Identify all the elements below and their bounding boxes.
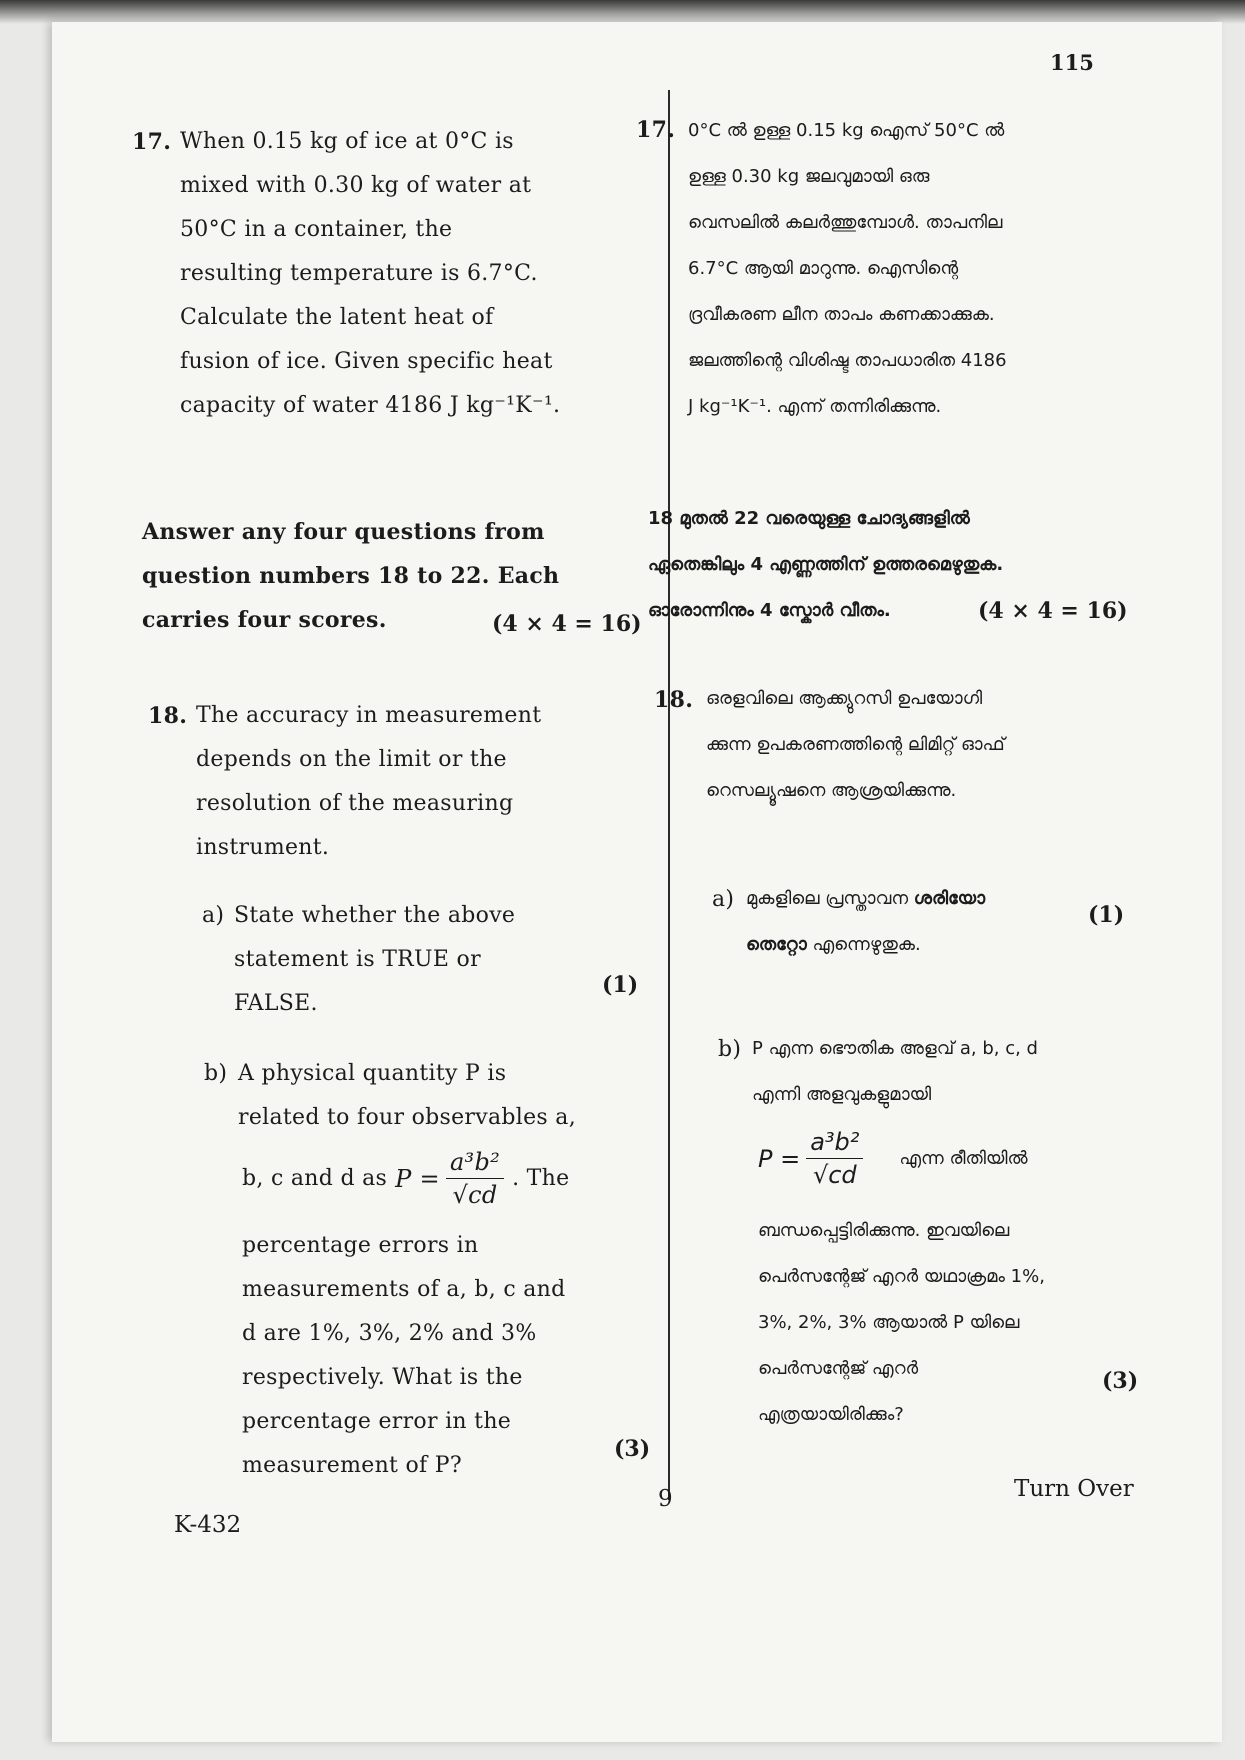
text-line: 0°C ൽ ഉള്ള 0.15 kg ഐസ് 50°C ൽ [688,120,1005,141]
formula-numerator: a³b² [446,1146,504,1179]
text-line: fusion of ice. Given specific heat [180,349,553,374]
text-line: related to four observables a, [238,1105,577,1130]
formula [758,1126,863,1191]
text-line: depends on the limit or the [196,747,507,772]
text-line: എന്നി അളവുകളുമായി [752,1084,932,1105]
malayalam-q18-text [706,676,1146,814]
text-line: question numbers 18 to 22. Each [142,563,560,589]
text-line: measurements of a, b, c and [242,1277,566,1302]
text-line: 50°C in a container, the [180,217,453,242]
english-instruction-marks: (4 × 4 = 16) [492,611,642,637]
english-q18a-marks: (1) [602,972,639,998]
malayalam-q18-number: 18. [654,687,694,713]
turn-over-note: Turn Over [1014,1476,1134,1502]
text-line: പെർസന്റേജ് എറർ [758,1358,919,1379]
text-line: Calculate the latent heat of [180,305,494,330]
english-q17-text [180,120,620,428]
malayalam-q18b-text-bottom [758,1208,1158,1438]
text-line: വെസലിൽ കലർത്തുമ്പോൾ. താപനില [688,212,1003,233]
paper-code: K-432 [174,1512,242,1538]
english-q18-number: 18. [148,703,188,729]
text-line: When 0.15 kg of ice at 0°C is [180,129,514,154]
text-line: The accuracy in measurement [196,703,542,728]
formula-lhs: P = [395,1164,440,1193]
text-line: ദ്രവീകരണ ലീന താപം കണക്കാക്കുക. [688,304,995,325]
text-line: respectively. What is the [242,1365,523,1390]
formula-denominator: √cd [452,1181,498,1209]
english-q18a-label: a) [202,903,225,928]
text-line: resulting temperature is 6.7°C. [180,261,538,286]
text-line: percentage error in the [242,1409,512,1434]
text-line: capacity of water 4186 J kg⁻¹K⁻¹. [180,393,561,418]
text-line: d are 1%, 3%, 2% and 3% [242,1321,537,1346]
english-q18b-text-bottom [242,1224,642,1488]
text-line: എത്രയായിരിക്കും? [758,1404,904,1425]
text-line: State whether the above [234,903,516,928]
formula-denominator: √cd [812,1161,857,1189]
text-line: J kg⁻¹K⁻¹. എന്ന് തന്നിരിക്കുന്നു. [688,396,942,417]
text-line: statement is TRUE or [234,947,481,972]
malayalam-q18b-text-top [752,1026,1152,1118]
text-line: ക്കുന്ന ഉപകരണത്തിന്റെ ലിമിറ്റ് ഓഫ് [706,734,1005,755]
text-line: 6.7°C ആയി മാറുന്നു. ഐസിന്റെ [688,258,959,279]
formula-lhs: P = [758,1144,801,1173]
text-line: 3%, 2%, 3% ആയാൽ P യിലെ [758,1312,1020,1333]
page-number-top: 115 [1050,50,1094,75]
formula-fraction [446,1146,504,1211]
text-line: FALSE. [234,991,318,1016]
text-fragment: . The [512,1165,570,1191]
english-q18-text [196,694,636,870]
text-line: carries four scores. [142,607,387,633]
page-number-bottom: 9 [658,1486,673,1512]
text-line: പെർസന്റേജ് എറർ യഥാക്രമം 1%, [758,1266,1045,1287]
malayalam-q17-text [688,108,1158,430]
text-fragment: b, c and d as [242,1165,388,1191]
malayalam-q18a-text [746,876,1126,968]
text-line: P എന്ന ഭൌതിക അളവ് a, b, c, d [752,1038,1038,1059]
formula-numerator: a³b² [806,1126,863,1159]
malayalam-q18b-label: b) [718,1037,742,1062]
english-q18a-text [234,894,614,1026]
text-line: 18 മുതൽ 22 വരെയുള്ള ചോദ്യങ്ങളിൽ [648,508,970,529]
text-line: ബന്ധപ്പെട്ടിരിക്കുന്നു. ഇവയിലെ [758,1220,1010,1241]
text-line: mixed with 0.30 kg of water at [180,173,532,198]
exam-page [52,22,1222,1742]
scan-top-edge [0,0,1245,24]
malayalam-q18a-label: a) [712,887,735,912]
text-line: percentage errors in [242,1233,479,1258]
text-line: ഒരളവിലെ ആക്ക്യുറസി ഉപയോഗി [706,688,983,709]
text-line: മുകളിലെ പ്രസ്താവന ശരിയോ [746,888,986,909]
english-q18b-marks: (3) [614,1436,651,1462]
text-line: ഓരോന്നിനും 4 സ്കോർ വീതം. [648,600,891,621]
text-line: തെറ്റോ എന്നെഴുതുക. [746,934,921,955]
text-line: ഏതെങ്കിലും 4 എണ്ണത്തിന് ഉത്തരമെഴുതുക. [648,554,1004,575]
english-q18b-text-top [238,1052,638,1140]
column-divider [668,90,670,1500]
text-line: റെസല്യൂഷനെ ആശ്രയിക്കുന്നു. [706,780,957,801]
text-line: ഉള്ള 0.30 kg ജലവുമായി ഒരു [688,166,930,187]
formula-fraction [806,1126,863,1191]
text-line: A physical quantity P is [238,1061,507,1086]
malayalam-instruction-marks: (4 × 4 = 16) [978,598,1128,624]
formula [395,1146,504,1211]
text-line: measurement of P? [242,1453,462,1478]
text-line: Answer any four questions from [142,519,545,545]
malayalam-q18b-marks: (3) [1102,1368,1139,1394]
malayalam-q18b-formula-line [758,1126,1028,1191]
text-fragment: എന്ന രീതിയിൽ [899,1147,1028,1169]
malayalam-q17-number: 17. [636,117,676,143]
malayalam-q18a-marks: (1) [1088,902,1125,928]
english-q18b-label: b) [204,1061,228,1086]
english-q18b-formula-line [242,1146,569,1211]
text-line: instrument. [196,835,330,860]
text-line: ജലത്തിന്റെ വിശിഷ്ട താപധാരിത 4186 [688,350,1007,371]
text-line: resolution of the measuring [196,791,514,816]
english-q17-number: 17. [132,129,172,155]
